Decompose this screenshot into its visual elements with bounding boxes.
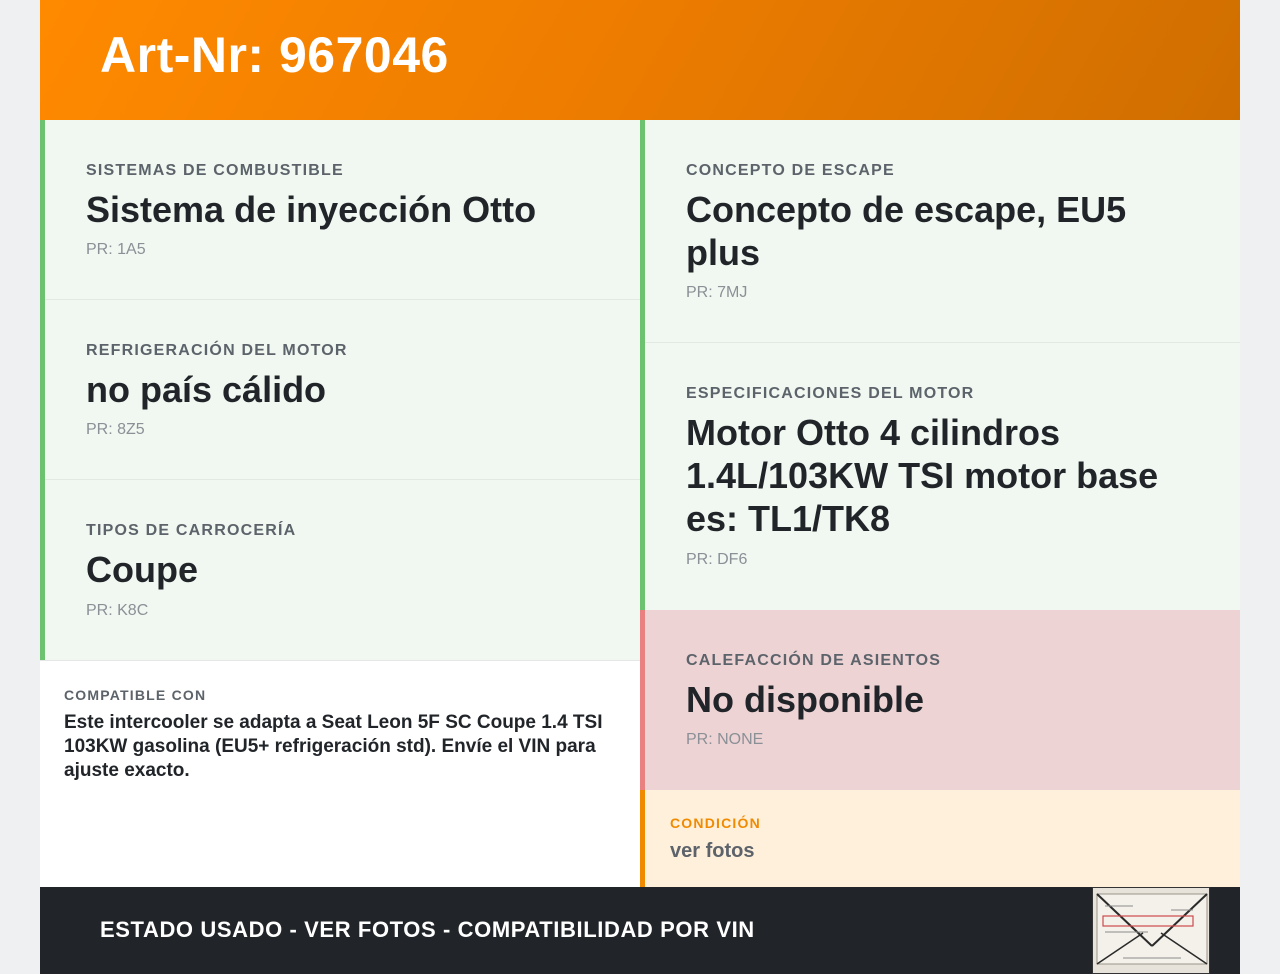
- spec-value: No disponible: [686, 679, 924, 720]
- footer-text: ESTADO USADO - VER FOTOS - COMPATIBILIDAD POR VIN: [100, 917, 755, 942]
- spec-pr-code: PR: 8Z5: [86, 421, 145, 438]
- spec-value: Coupe: [86, 549, 198, 590]
- spec-pr-code: PR: K8C: [86, 602, 149, 619]
- compatibility-box: [40, 660, 640, 887]
- spec-label: TIPOS DE CARROCERÍA: [86, 522, 297, 539]
- spec-label: SISTEMAS DE COMBUSTIBLE: [86, 162, 344, 179]
- condition-label: CONDICIÓN: [670, 815, 761, 831]
- spec-label: ESPECIFICACIONES DEL MOTOR: [686, 385, 975, 402]
- label-photo-icon: [1093, 888, 1210, 974]
- spec-pr-code: PR: NONE: [686, 731, 764, 748]
- condition-value: ver fotos: [670, 840, 755, 862]
- spec-label: CONCEPTO DE ESCAPE: [686, 162, 895, 179]
- article-number-title: Art-Nr: 967046: [100, 27, 449, 83]
- spec-value: Sistema de inyección Otto: [86, 189, 537, 230]
- spec-engine-cooling: [40, 300, 640, 480]
- spec-exhaust-concept: [640, 120, 1240, 343]
- spec-label: REFRIGERACIÓN DEL MOTOR: [86, 342, 348, 359]
- spec-pr-code: PR: DF6: [686, 551, 748, 568]
- compatibility-text: Este intercooler se adapta a Seat Leon 5F SC Coupe 1.4 TSI 103KW gasolina (EU5+ refrigeración std). Envíe el VIN para ajuste exacto.: [64, 712, 603, 781]
- footer-bar: [40, 887, 1240, 974]
- page-header: [40, 0, 1240, 120]
- spec-label: CALEFACCIÓN DE ASIENTOS: [686, 652, 942, 669]
- compatibility-label: COMPATIBLE CON: [64, 687, 207, 703]
- product-photo-thumbnail[interactable]: [1092, 887, 1210, 974]
- spec-pr-code: PR: 1A5: [86, 241, 146, 258]
- spec-value: Motor Otto 4 cilindros 1.4L/103KW TSI motor base es: TL1/TK8: [686, 412, 1159, 539]
- spec-engine: [640, 343, 1240, 610]
- product-card: [40, 0, 1240, 974]
- condition-box: [640, 790, 1240, 887]
- spec-seat-heating: [640, 610, 1240, 790]
- spec-value: Concepto de escape, EU5 plus: [686, 189, 1127, 273]
- spec-body-type: [40, 480, 640, 660]
- spec-pr-code: PR: 7MJ: [686, 284, 748, 301]
- spec-fuel-system: [40, 120, 640, 300]
- spec-value: no país cálido: [86, 369, 327, 410]
